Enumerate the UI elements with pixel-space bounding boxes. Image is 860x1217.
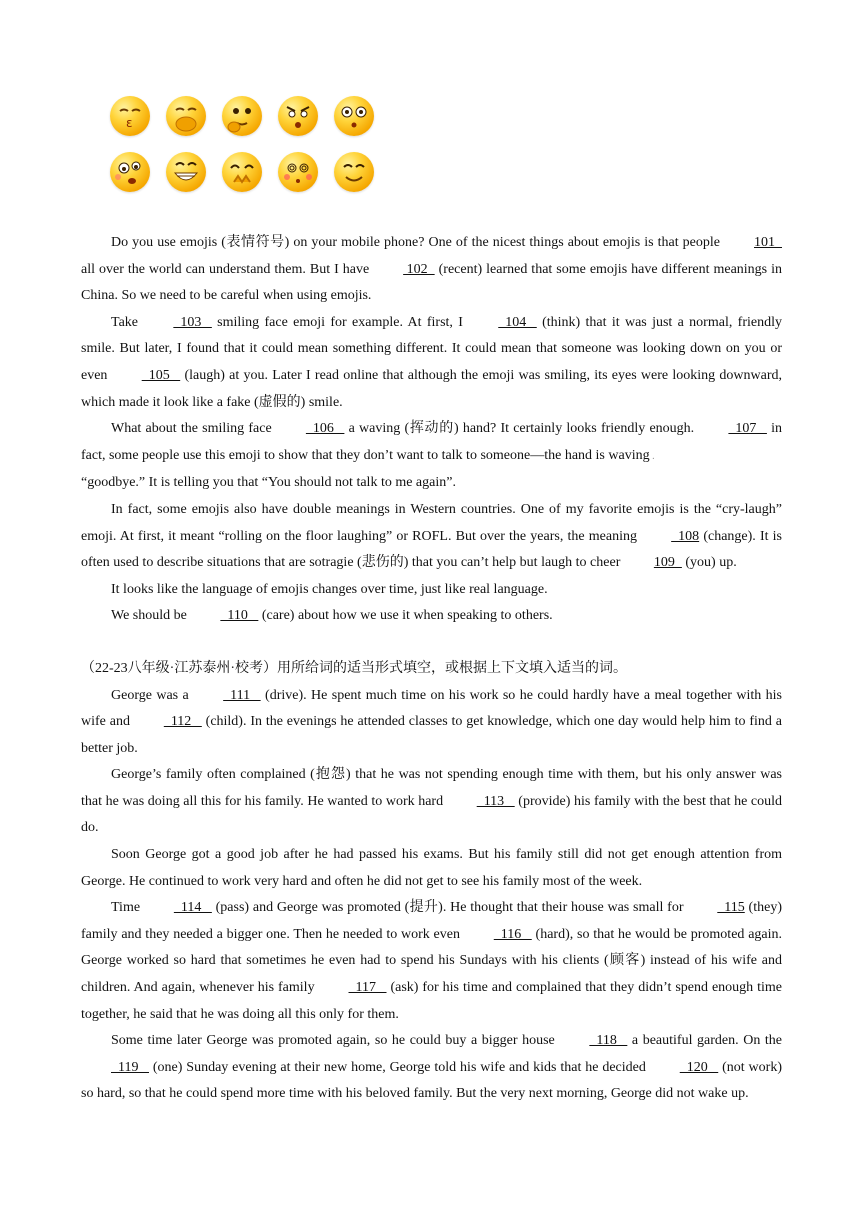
blank-112[interactable]: 112 <box>163 714 202 730</box>
thinking-face-icon <box>222 96 262 136</box>
text: In fact, some emojis also have double meanings in Western countries. One of my favorite emojis is the “cry-laugh” emoji. At first, it meant “rolling on the floor laughing” or ROFL. But over the years, the meaning <box>81 501 782 544</box>
blank-110[interactable]: 110 <box>220 608 259 624</box>
blank-116[interactable]: 116 <box>493 926 532 942</box>
blank-117[interactable]: 117 <box>348 980 387 996</box>
blank-119[interactable]: 119 <box>111 1059 149 1075</box>
blank-106[interactable]: 106 <box>305 421 345 437</box>
emoji-image-grid <box>104 90 374 198</box>
paragraph <box>81 310 782 416</box>
paragraph: Soon George got a good job after he had passed his exams. But his family still did not get enough attention from George. He continued to work very hard and often he did not get to see his family most of the week. <box>81 847 782 889</box>
paragraph <box>81 762 782 842</box>
blank-114[interactable]: 114 <box>173 900 212 916</box>
blank-101[interactable]: 101 <box>754 235 782 250</box>
text: What about the smiling face <box>111 421 276 437</box>
text: (provide) his family with the best that he could do. <box>81 793 782 836</box>
text: (laugh) at you. Later I read online that although the emoji was smiling, its eyes were looking downward, which made it look like a fake (虚假的) smile. <box>81 367 782 410</box>
document-body <box>81 230 782 1108</box>
blank-111[interactable]: 111 <box>223 687 261 703</box>
hand-over-mouth-icon <box>166 96 206 136</box>
text: Some time later George was promoted again, so he could buy a bigger house <box>111 1033 560 1049</box>
paragraph: It looks like the language of emojis changes over time, just like real language. <box>111 581 548 597</box>
flower-eyes-face-icon <box>334 96 374 136</box>
text: (ask) for his time and complained that they didn’t spend enough time together, he said that he was doing all this only for them. <box>81 980 782 1022</box>
blank-102[interactable]: 102 <box>403 261 435 277</box>
paragraph <box>81 895 782 1028</box>
text: George was a <box>111 687 194 703</box>
text: (drive). He spent much time on his work so he could hardly have a meal together with his wife and <box>81 687 782 730</box>
text: (they) family and they needed a bigger one. Then he needed to work even <box>81 900 782 942</box>
grinning-face-icon <box>166 152 206 192</box>
text: (think) that it was just a normal, friendly smile. But later, I found that it could mean something different. It could mean that someone was looking down on you or even <box>81 314 782 383</box>
paragraph-mark: . <box>649 450 655 462</box>
text: (you) up. <box>681 555 737 571</box>
angry-face-icon <box>278 96 318 136</box>
dizzy-face-icon <box>110 152 150 192</box>
paragraph <box>81 603 782 630</box>
text: (recent) learned that some emojis have different meanings in China. So we need to be careful when using emojis. <box>81 261 782 304</box>
text: Do you use emojis (表情符号) on your mobile phone? One of the nicest things about emojis is that people <box>111 235 724 250</box>
blank-104[interactable]: 104 <box>498 314 537 330</box>
blank-103[interactable]: 103 <box>173 314 212 330</box>
crying-face-icon <box>222 152 262 192</box>
paragraph <box>81 497 782 577</box>
text: George’s family often complained (抱怨) that he was not spending enough time with them, but his only answer was that he was doing all this for his family. He wanted to work hard <box>81 767 782 809</box>
blank-115[interactable]: 115 <box>717 900 745 916</box>
text: in fact, some people use this emoji to show that they don’t want to talk to someone—the hand is waving <box>81 421 783 463</box>
text: smiling face emoji for example. At first, I <box>211 314 469 330</box>
text: all over the world can understand them. But I have <box>81 261 374 277</box>
text: (hard), so that he would be promoted again. George worked so hard that sometimes he even had to spend his Sundays with his clients (顾客) instead of his wife and children. And again, whenever his family <box>81 926 783 996</box>
blank-105[interactable]: 105 <box>141 367 181 383</box>
svg-text:ε: ε <box>126 116 133 130</box>
text: (pass) and George was promoted (提升). He thought that their house was small for <box>211 900 688 916</box>
paragraph <box>81 416 782 497</box>
text: (one) Sunday evening at their new home, George told his wife and kids that he decided <box>148 1059 650 1075</box>
blank-109[interactable]: 109 <box>653 555 682 571</box>
text: a waving (挥动的) hand? It certainly looks friendly enough. <box>344 421 699 437</box>
spiral-eyes-face-icon <box>278 152 318 192</box>
text: (care) about how we use it when speaking to others. <box>258 608 553 624</box>
text: (change). It is often used to describe situations that are sotragie (悲伤的) that you can’t help but laugh to cheer <box>81 528 782 571</box>
text: (not work) so hard, so that he could spend more time with his beloved family. But the very next morning, George did not wake up. <box>81 1059 782 1102</box>
text: “goodbye.” It is telling you that “You should not talk to me again”. <box>81 475 456 491</box>
text: Take <box>111 314 144 330</box>
passage-george <box>81 683 782 1109</box>
blank-113[interactable]: 113 <box>476 793 515 809</box>
section-header: （22-23八年级·江苏泰州·校考）用所给词的适当形式填空，或根据上下文填入适当的词。 <box>81 660 627 676</box>
paragraph <box>81 683 782 763</box>
text: We should be <box>111 608 191 624</box>
text: (child). In the evenings he attended classes to get knowledge, which one day would help him to find a better job. <box>81 714 783 756</box>
paragraph <box>81 1028 782 1108</box>
blank-118[interactable]: 118 <box>589 1033 628 1049</box>
text: Time <box>111 900 144 916</box>
smiling-face-icon <box>334 152 374 192</box>
blank-120[interactable]: 120 <box>679 1059 719 1075</box>
blank-108[interactable]: 108 <box>671 528 700 544</box>
blank-107[interactable]: 107 <box>728 421 767 437</box>
passage-emojis <box>81 230 782 630</box>
paragraph <box>81 230 782 310</box>
text: a beautiful garden. On the <box>627 1033 782 1049</box>
kiss-face-icon <box>110 96 150 136</box>
